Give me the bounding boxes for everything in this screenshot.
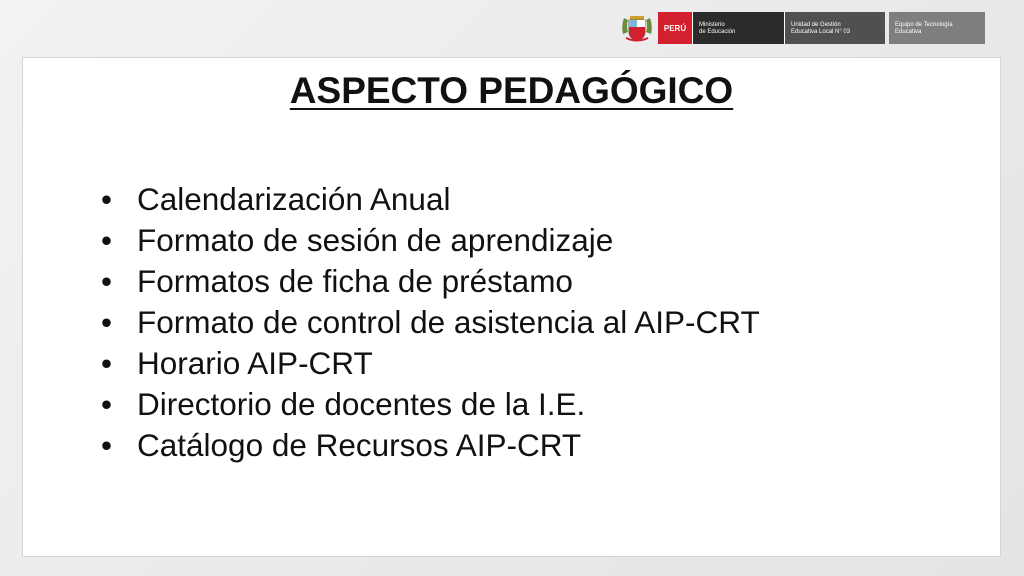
- bullet-text: Catálogo de Recursos AIP-CRT: [137, 427, 582, 463]
- bullet-dot: •: [101, 222, 113, 258]
- bullet-text: Directorio de docentes de la I.E.: [137, 386, 586, 422]
- list-item: [101, 302, 760, 343]
- list-item: [101, 261, 760, 302]
- ministerio-line-2: de Educación: [699, 29, 736, 35]
- bullet-text: Formatos de ficha de préstamo: [137, 263, 573, 299]
- bullet-text: Horario AIP-CRT: [137, 345, 373, 381]
- coat-of-arms-icon: [620, 12, 654, 44]
- list-item: [101, 425, 760, 466]
- bullet-dot: •: [101, 304, 113, 340]
- institution-header: [620, 12, 985, 44]
- list-item: [101, 220, 760, 261]
- slide-content: [22, 57, 1001, 557]
- ugel-label: [784, 12, 885, 44]
- bullet-dot: •: [101, 181, 113, 217]
- list-item: [101, 179, 760, 220]
- equipo-line-1: Equipo de Tecnología: [895, 22, 953, 28]
- bullet-dot: •: [101, 386, 113, 422]
- bullet-text: Formato de control de asistencia al AIP-CRT: [137, 304, 760, 340]
- equipo-label: [889, 12, 985, 44]
- slide-title-text: ASPECTO PEDAGÓGICO: [289, 70, 734, 111]
- bullet-dot: •: [101, 427, 113, 463]
- bullet-text: Formato de sesión de aprendizaje: [137, 222, 614, 258]
- slide-title: [23, 70, 1000, 112]
- bullet-dot: •: [101, 263, 113, 299]
- list-item: [101, 384, 760, 425]
- ministerio-line-1: Ministerio: [699, 22, 725, 28]
- bullet-list: [101, 179, 760, 466]
- peru-label: PERÚ: [658, 12, 692, 44]
- list-item: [101, 343, 760, 384]
- ugel-line-2: Educativa Local N° 03: [791, 29, 851, 35]
- bullet-dot: •: [101, 345, 113, 381]
- ministerio-label: [692, 12, 784, 44]
- ugel-line-1: Unidad de Gestión: [791, 22, 841, 28]
- equipo-line-2: Educativa: [895, 29, 922, 35]
- bullet-text: Calendarización Anual: [137, 181, 451, 217]
